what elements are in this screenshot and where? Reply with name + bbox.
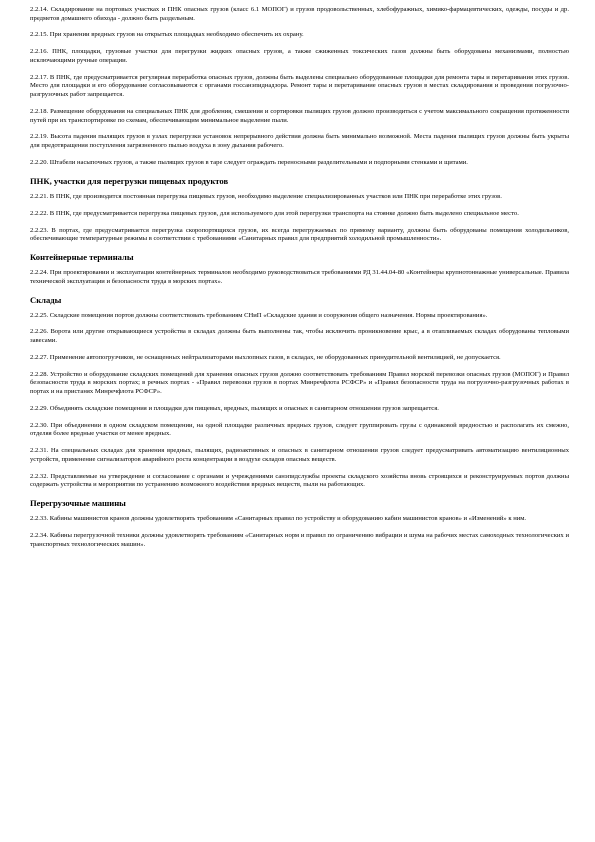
paragraph-2-2-24: 2.2.24. При проектировании и эксплуатации контейнерных терминалов необходимо руководствоваться требованиями РД 31.44.04-80 «Контейнеры крупнотоннажные универсальные. Правила технической эксплуатации и безопасности труда в морских портах». <box>30 269 569 285</box>
paragraph-2-2-29: 2.2.29. Объединять складские помещения и площадки для пищевых, вредных, пылящих и опасных в санитарном отношении грузов запрещается. <box>30 404 439 412</box>
paragraph-2-2-20: 2.2.20. Штабели насыпочных грузов, а также пылящих грузов в таре следует ограждать переносными разделительными и подпорными стенками и щитами. <box>30 158 468 166</box>
paragraph-2-2-21: 2.2.21. В ПНК, где производится постоянная перегрузка пищевых грузов, необходимо выделение специализированных участков или ПНК при переработке этих грузов. <box>30 192 502 200</box>
paragraph-2-2-19: 2.2.19. Высота падения пылящих грузов в узлах перегрузки установок непрерывного действия должна быть минимально возможной. Места падения пылящих грузов должны быть укрыты для предотвращения поступления загрязненного пылью воздуха в зону дыхания рабочего. <box>30 133 569 150</box>
paragraph-2-2-27: 2.2.27. Применение автопогрузчиков, не оснащенных нейтрализаторами выхлопных газов, в складах, не оборудованных принудительной вентиляцией, не допускается. <box>30 353 501 361</box>
section-heading-container-terminals: Контейнерные терминалы <box>30 252 134 263</box>
paragraph-2-2-33: 2.2.33. Кабины машинистов кранов должны удовлетворять требованиям «Санитарных правил по устройству и оборудованию кабин машинистов кранов» и «Изменений» к ним. <box>30 515 527 523</box>
paragraph-2-2-15: 2.2.15. При хранении вредных грузов на открытых площадках необходимо обеспечить их охрану. <box>30 31 304 39</box>
paragraph-2-2-28: 2.2.28. Устройство и оборудование складских помещений для хранения опасных грузов должно соответствовать требованиям Правил морской перевозки опасных грузов (МОПОГ) и Правил безопасности труда в морских портах; в речных портах - «Правил перевозки грузов в портах Минречфлота РСФСР» и «Правил безопасности труда на погрузочно-разгрузочных работах в портах и на пристанях Минречфлота РСФСР». <box>30 370 569 395</box>
section-heading-food-products: ПНК, участки для перегрузки пищевых продуктов <box>30 175 229 186</box>
paragraph-2-2-34: 2.2.34. Кабины перегрузочной техники должны удовлетворять требованиям «Санитарных норм и правил по ограничению вибрации и шума на рабочих местах самоходных технологических и транспортных технологических машин». <box>30 532 569 548</box>
paragraph-2-2-23: 2.2.23. В портах, где предусматривается перегрузка скоропортящихся грузов, их всегда перегружаемых по прямому варианту, должны быть оборудованы помещения холодильников, обеспечивающие температурные режимы в соответствии с требованиями «Санитарных правил для предприятий холодильной промышленности». <box>30 226 569 243</box>
paragraph-2-2-32: 2.2.32. Представляемые на утверждение и согласование с органами и учреждениями санэпидслужбы проекты складского хозяйства вновь строящихся и реконструируемых портов должны содержать устройства и мероприятия по устранению возможного воздействия вредных веществ, пыли на работающих. <box>30 472 569 489</box>
section-heading-handling-machines: Перегрузочные машины <box>30 498 126 509</box>
paragraph-2-2-14: 2.2.14. Складирование на портовых участках и ПНК опасных грузов (класс 6.1 МОПОГ) и грузов продовольственных, хлебофуражных, химико-фармацевтических, одежды, посуды и др. предметов домашнего обихода - должно быть раздельным. <box>30 6 569 22</box>
paragraph-2-2-22: 2.2.22. В ПНК, где предусматривается перегрузка пищевых грузов, для используемого для этой перегрузки транспорта на стоянке должно быть выделено специальное место. <box>30 209 519 217</box>
section-heading-warehouses: Склады <box>30 294 62 305</box>
paragraph-2-2-16: 2.2.16. ПНК, площадки, грузовые участки для перегрузки жидких опасных грузов, а также сжиженных токсических газов должны быть оборудованы механизмами, полностью исключающими ручные операции. <box>30 48 569 64</box>
paragraph-2-2-25: 2.2.25. Складские помещения портов должны соответствовать требованиям СНиП «Складские здания и сооружения общего назначения. Нормы проектирования». <box>30 311 488 319</box>
paragraph-2-2-31: 2.2.31. На специальных складах для хранения вредных, пылящих, радиоактивных и опасных в санитарном отношении грузов следует предусматривать автоматизацию вентиляционных устройств, применение сигнализаторов аварийного роста концентрации в воздухе складов опасных веществ. <box>30 447 569 463</box>
paragraph-2-2-18: 2.2.18. Размещение оборудования на специальных ПНК для дробления, смешения и сортировки пылящих грузов должно производиться с учетом максимального сокращения протяженности путей при их транспортировке по схемам, обеспечивающим минимальное выделение пыли. <box>30 107 569 124</box>
paragraph-2-2-30: 2.2.30. При объединении в одном складском помещении, на одной площадке различных вредных грузов, следует группировать грузы с одинаковой вредностью и располагать их смежно, отделяя более вредные участки от менее вредных. <box>30 421 569 438</box>
paragraph-2-2-26: 2.2.26. Ворота или другие открывающиеся устройства в складах должны быть выполнены так, чтобы исключить проникновение крыс, а в отапливаемых складах оборудованы тепловыми завесами. <box>30 328 569 345</box>
paragraph-2-2-17: 2.2.17. В ПНК, где предусматривается регулярная переработка опасных грузов, должны быть выделены специально оборудованные площадки для ремонта тары и перетаривания этих грузов. Место для площадки и его оборудование согласовываются с органами госсанэпиднадзора. Ремонт тары и перетаривание опасных грузов в местах складирования и проведения погрузочно-разгрузочных работ запрещается. <box>30 73 569 99</box>
